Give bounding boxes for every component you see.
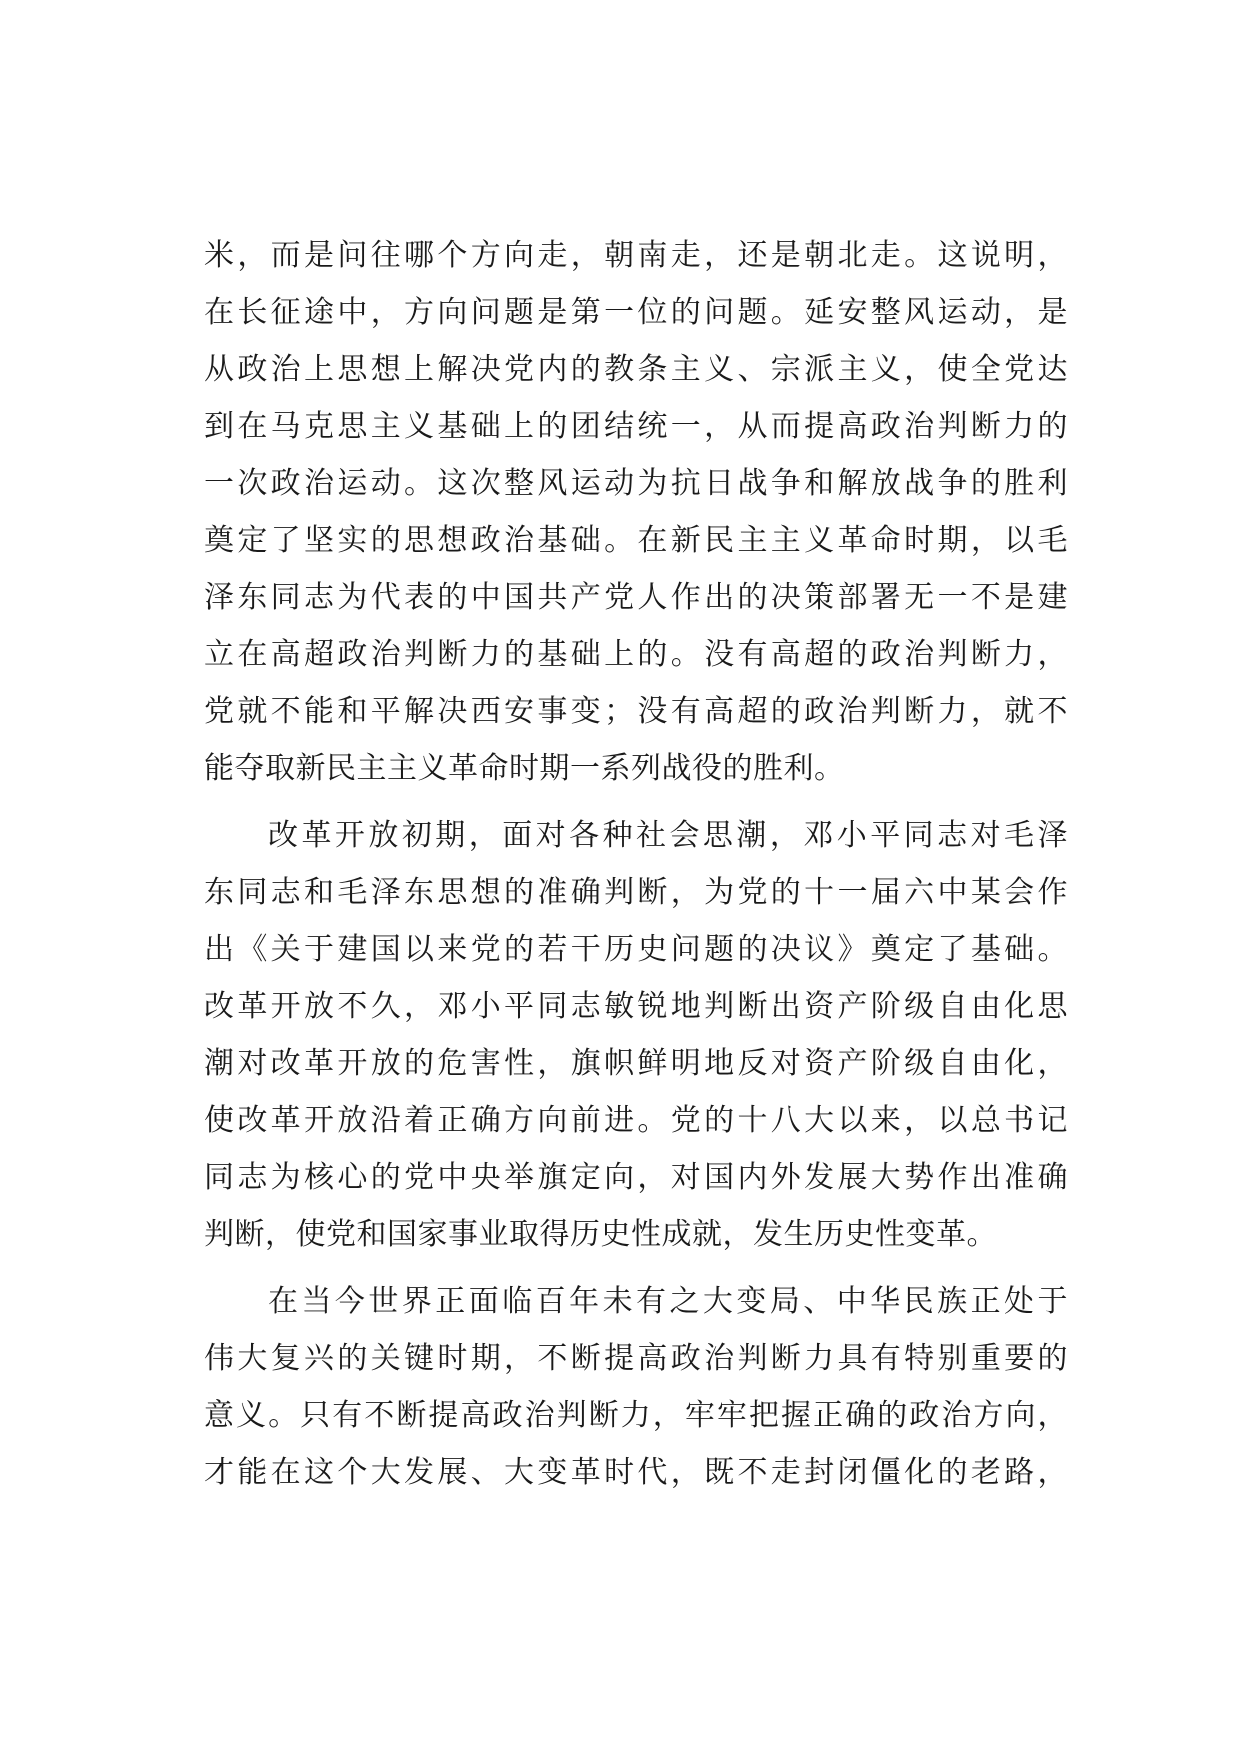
paragraph-3 (204, 1273, 1068, 1501)
text-line: 在当今世界正面临百年未有之大变局、中华民族正处于 (268, 1284, 1068, 1319)
text-line: 判断，使党和国家事业取得历史性成就，发生历史性变革。 (204, 1217, 997, 1252)
text-line: 能夺取新民主主义革命时期一系列战役的胜利。 (204, 751, 845, 786)
text-line: 意义。只有不断提高政治判断力，牢牢把握正确的政治方向， (204, 1398, 1068, 1433)
text-line: 才能在这个大发展、大变革时代，既不走封闭僵化的老路， (204, 1455, 1068, 1490)
paragraph-1 (204, 227, 1068, 807)
text-line: 从政治上思想上解决党内的教条主义、宗派主义，使全党达 (204, 352, 1068, 387)
text-line: 立在高超政治判断力的基础上的。没有高超的政治判断力， (204, 637, 1068, 672)
text-line: 改革开放不久，邓小平同志敏锐地判断出资产阶级自由化思 (204, 989, 1068, 1024)
text-line: 使改革开放沿着正确方向前进。党的十八大以来，以总书记 (204, 1103, 1068, 1138)
text-line: 东同志和毛泽东思想的准确判断，为党的十一届六中某会作 (204, 875, 1068, 910)
text-line: 一次政治运动。这次整风运动为抗日战争和解放战争的胜利 (204, 466, 1068, 501)
text-line: 奠定了坚实的思想政治基础。在新民主主义革命时期，以毛 (204, 523, 1068, 558)
text-line: 改革开放初期，面对各种社会思潮，邓小平同志对毛泽 (268, 818, 1068, 853)
text-line: 在长征途中，方向问题是第一位的问题。延安整风运动，是 (204, 295, 1068, 330)
text-line: 到在马克思主义基础上的团结统一，从而提高政治判断力的 (204, 409, 1068, 444)
document-body (204, 227, 1068, 1501)
text-line: 米，而是问往哪个方向走，朝南走，还是朝北走。这说明， (204, 238, 1068, 273)
text-line: 泽东同志为代表的中国共产党人作出的决策部署无一不是建 (204, 580, 1068, 615)
text-line: 潮对改革开放的危害性，旗帜鲜明地反对资产阶级自由化， (204, 1046, 1068, 1081)
text-line: 同志为核心的党中央举旗定向，对国内外发展大势作出准确 (204, 1160, 1068, 1195)
text-line: 出《关于建国以来党的若干历史问题的决议》奠定了基础。 (204, 932, 1068, 967)
paragraph-2 (204, 807, 1068, 1273)
text-line: 党就不能和平解决西安事变；没有高超的政治判断力，就不 (204, 694, 1068, 729)
text-line: 伟大复兴的关键时期，不断提高政治判断力具有特别重要的 (204, 1341, 1068, 1376)
